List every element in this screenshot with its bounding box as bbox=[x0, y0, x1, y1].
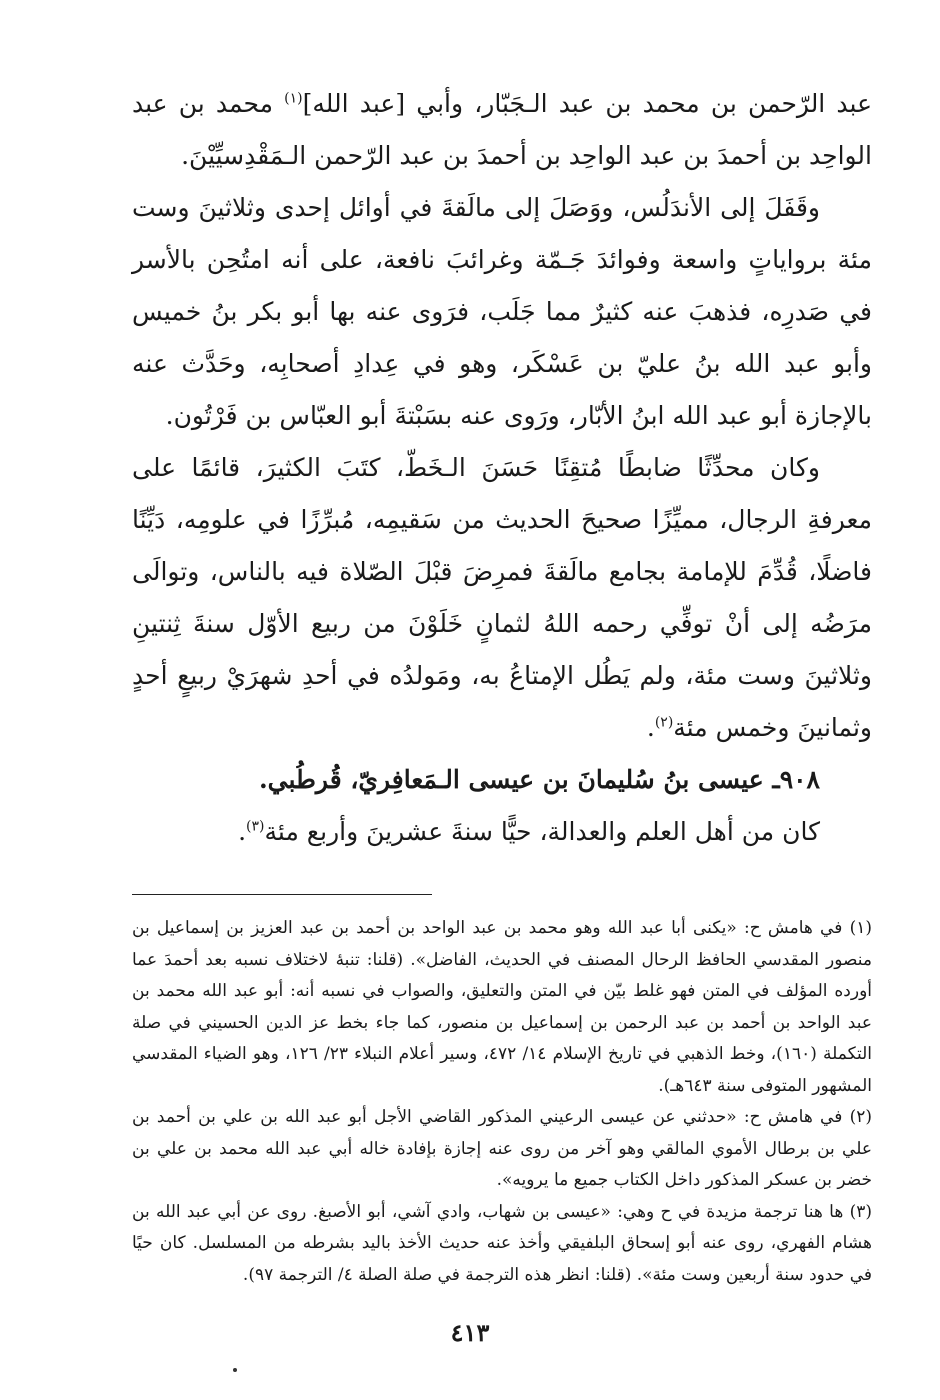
footnote-2-text: في هامش ح: «حدثني عن عيسى الرعيني المذكور القاضي الأجل أبو عبد الله بن علي بن أحمد بن علي بن برطال الأموي المالقي وهو آخر من روى عنه إجازة بإفادة خاله أبي عبد الله محمد بن علي بن خضر بن عسكر المذكور داخل الكتاب جميع ما يرويه». bbox=[132, 1107, 872, 1190]
document-page bbox=[132, 78, 872, 1291]
main-text bbox=[132, 78, 872, 858]
page-number: ٤١٣ bbox=[450, 1318, 490, 1347]
paragraph-3 bbox=[132, 442, 872, 754]
footnote-1-number: (١) bbox=[849, 918, 872, 938]
footnote-3 bbox=[132, 1197, 872, 1292]
footnote-ref-3[interactable]: (٣) bbox=[246, 818, 265, 835]
scan-speck bbox=[233, 1368, 237, 1372]
paragraph-1-text: عبد الرّحمن بن محمد بن عبد الـجَبّار، وأبي [عبد الله] bbox=[302, 89, 872, 118]
paragraph-4 bbox=[132, 806, 872, 858]
footnotes bbox=[132, 913, 872, 1291]
footnote-2 bbox=[132, 1102, 872, 1197]
footnote-ref-1[interactable]: (١) bbox=[284, 90, 303, 107]
paragraph-3-end: . bbox=[646, 713, 655, 742]
footnote-divider-wrap bbox=[132, 894, 872, 895]
paragraph-1-rest: محمد بن عبد الواحِد بن أحمدَ بن عبد الواحِد بن أحمدَ بن عبد الرّحمن الـمَقْدِسيِّيْنَ. bbox=[132, 89, 872, 170]
footnote-1-text: في هامش ح: «يكنى أبا عبد الله وهو محمد بن عبد الواحد بن أحمد بن عبد العزيز بن إسماعيل بن منصور المقدسي الحافظ الرحال المصنف في الحديث، الفاضل». (قلنا: تنبهٔ لاختلاف نسبه بعد أحمدَ عما أورده المؤلف في المتن فهو غلط بيّن في المتن والتعليق، والصواب في نسبه أنه: أبو عبد الله محمد بن عبد الواحد بن أحمد بن عبد الرحمن بن إسماعيل بن منصور، كما جاء بخط عز الدين الحسيني في صلة التكملة (١٦٠)، وخط الذهبي في تاريخ الإسلام ١٤/ ٤٧٢، وسير أعلام النبلاء ٢٣/ ١٢٦، وهو الضياء المقدسي المشهور المتوفى سنة ٦٤٣هـ). bbox=[132, 918, 872, 1096]
footnote-3-text: ها هنا ترجمة مزيدة في ح وهي: «عيسى بن شهاب، وادي آشي، أبو الأصبغ. روى عن أبي عبد الله بن هشام الفهري، روى عنه أبو إسحاق البلفيقي وأخذ عنه حديث الأخذ باليد بشرطه من المسلسل. كان حيًا في حدود سنة أربعين وست مئة». (قلنا: انظر هذه الترجمة في صلة الصلة ٤/ الترجمة ٩٧). bbox=[132, 1201, 872, 1285]
paragraph-1 bbox=[132, 78, 872, 182]
footnote-divider bbox=[132, 894, 432, 895]
footnote-1 bbox=[132, 913, 872, 1102]
paragraph-4-text: كان من أهل العلم والعدالة، حيًّا سنةَ عشرينَ وأربع مئة bbox=[264, 817, 820, 846]
footnote-2-number: (٢) bbox=[849, 1107, 872, 1127]
paragraph-4-end: . bbox=[238, 817, 247, 846]
footnote-ref-2[interactable]: (٢) bbox=[654, 714, 674, 731]
footnote-3-number: (٣) bbox=[849, 1201, 872, 1222]
paragraph-3-text: وكان محدِّثًا ضابطًا مُتقِنًا حَسَنَ الـخَطّ، كتَبَ الكثيرَ، قائمًا على معرفةِ الرجال، مميِّزًا صحيحَ الحديث من سَقيمِه، مُبرِّزًا في علومِه، دَيِّنًا فاضلًا، قُدِّمَ للإمامة بجامع مالَقةَ فمرِضَ قبْلَ الصّلاة فيه بالناس، وتوالَى مرَضُه إلى أنْ توفِّي رحمه اللهُ لثمانٍ خَلَوْنَ من ربيع الأوّل سنةَ ثِنتينِ وثلاثينَ وست مئة، ولم يَطُل الإمتاعُ به، ومَولدُه في أحدِ شهرَيْ ربيعٍ أحدٍ وثمانينَ وخمس مئة bbox=[132, 453, 872, 742]
entry-heading: ٩٠٨ـ عيسى بنُ سُليمانَ بن عيسى الـمَعافِريّ، قُرطُبي. bbox=[258, 765, 820, 794]
paragraph-2: وقَفَلَ إلى الأندَلُس، ووَصَلَ إلى مالَقةَ في أوائل إحدى وثلاثينَ وست مئة برواياتٍ واسعة وفوائدَ جَـمّة وغرائبَ نافعة، على أنه امتُحِن بالأسر في صَدرِه، فذهبَ عنه كثيرٌ مما جَلَب، فرَوى عنه بها أبو بكر بنُ خميس وأبو عبد الله بنُ عليّ بن عَسْكَر، وهو في عِدادِ أصحابِه، وحَدَّث عنه بالإجازة أبو عبد الله ابنُ الأبّار، ورَوى عنه بسَبْتةَ أبو العبّاس بن فَرْتُون. bbox=[132, 193, 872, 430]
